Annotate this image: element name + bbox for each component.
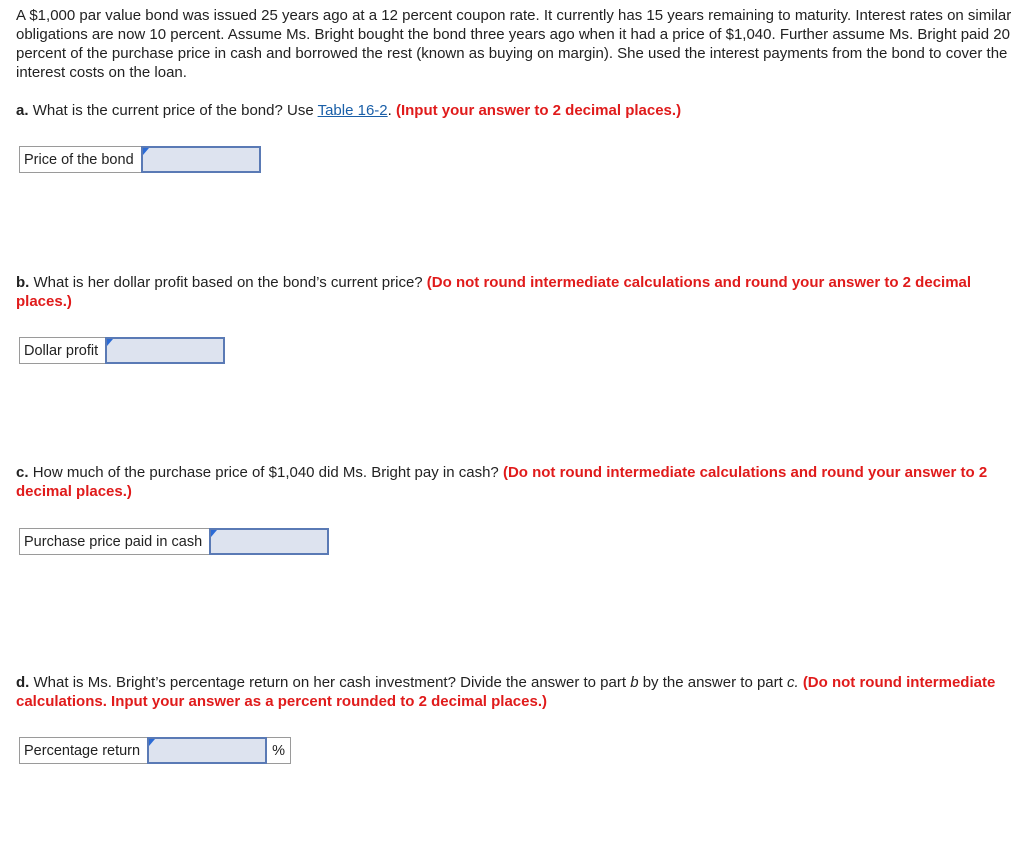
purchase-price-cash-input[interactable] [211,530,327,553]
input-flag-icon [149,739,155,746]
answer-row-d [19,737,291,764]
question-a-instruction: (Input your answer to 2 decimal places.) [395,102,682,119]
percent-unit-label: % [267,737,291,764]
input-flag-icon [143,148,149,155]
percentage-return-label: Percentage return [19,737,147,764]
question-d-instruction: (Do not round intermediate calculations. Input your answer as a percent rounded to 2 decimal places.) [16,674,996,710]
question-b-instruction: (Do not round intermediate calculations and round your answer to 2 decimal places.) [16,274,972,310]
question-c-instruction: (Do not round intermediate calculations and round your answer to 2 decimal places.) [16,464,988,500]
table-16-2-link[interactable]: Table 16-2 [317,102,388,119]
question-c-text: How much of the purchase price of $1,040 did Ms. Bright pay in cash? [32,464,499,481]
input-flag-icon [211,530,217,537]
question-a-after-link: . [387,102,392,119]
question-c-letter: c. [16,464,29,481]
question-d-letter: d. [16,674,30,691]
question-b-letter: b. [16,274,30,291]
question-d-text-1: What is Ms. Bright’s percentage return on her cash investment? Divide the answer to part [33,674,627,691]
dollar-profit-field-wrapper [105,337,225,364]
question-d [16,673,1016,711]
question-a-text: What is the current price of the bond? Use [32,102,314,119]
dollar-profit-input[interactable] [107,339,223,362]
answer-row-b [19,337,225,364]
question-b [16,273,1016,311]
purchase-price-cash-label: Purchase price paid in cash [19,528,209,555]
dollar-profit-label: Dollar profit [19,337,105,364]
question-a-letter: a. [16,102,29,119]
question-b-text: What is her dollar profit based on the bond’s current price? [33,274,423,291]
part-c-ref: c. [786,674,799,691]
price-of-bond-input[interactable] [143,148,259,171]
percentage-return-field-wrapper [147,737,267,764]
problem-intro: A $1,000 par value bond was issued 25 years ago at a 12 percent coupon rate. It currently has 15 years remaining to maturity. Interest rates on similar obligations are now 10 percent. Assume Ms. Bright bought the bond three years ago when it had a price of $1,040. Further assume Ms. Bright paid 20 percent of the purchase price in cash and borrowed the rest (known as buying on margin). She used the interest payments from the bond to cover the interest costs on the loan. [16,7,1012,81]
question-c [16,463,1016,501]
part-b-ref: b [630,674,639,691]
answer-row-c [19,528,329,555]
question-a [16,101,1016,120]
answer-row-a [19,146,261,173]
input-flag-icon [107,339,113,346]
purchase-price-cash-field-wrapper [209,528,329,555]
price-of-bond-label: Price of the bond [19,146,141,173]
percentage-return-input[interactable] [149,739,265,762]
question-d-text-2: by the answer to part [642,674,783,691]
price-of-bond-field-wrapper [141,146,261,173]
